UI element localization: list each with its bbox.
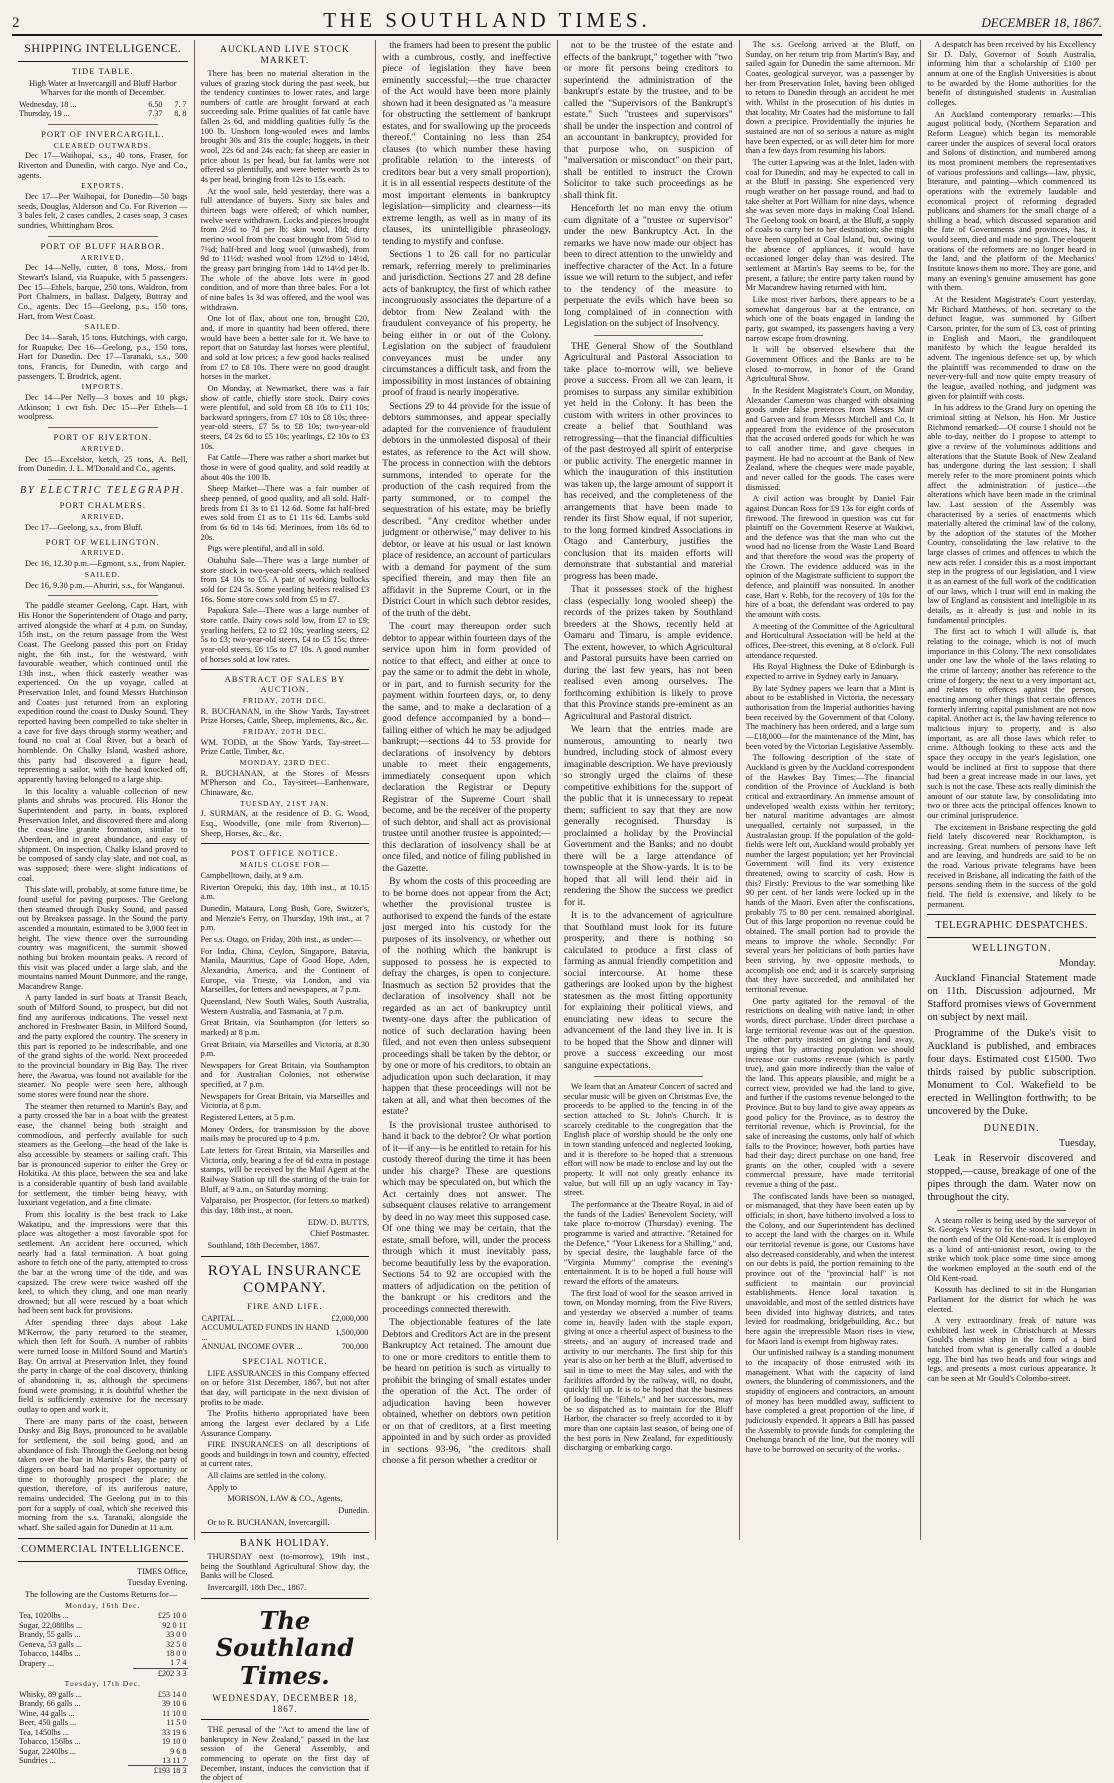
paper-title: The Southland Times. (215, 1605, 354, 1690)
royal-insurance-heading: ROYAL INSURANCE COMPANY. (207, 1262, 362, 1296)
paragraph: There has been no material alteration in the values of grazing stock during the past week, but the tendency continues to lower rates, and large numbers of cattle are brought forward at each succeeding sale. Prime qualities of fat cattle have fallen 2s 6d, and middling qualities fully 5s the 100 lb. Unshorn long-wooled ewes and lambs brought 30s and 31s the couple; hoggets, in their wool, 22s 6d and 24s each; fat sheep are easier in price about 1s per head, but fat lambs were not offered so plentifully, and were better worth 2s to 4s per head, bringing from 12s to 15s each. (200, 68, 370, 185)
column-4 (557, 40, 739, 1540)
paragraph: One party agitated for the removal of the restrictions on dealing with native land; in other words, direct purchase. Under direct purchase a large territorial revenue was out of the question. The other party insisted on giving land away, urging that by attracting population we should increase our customs revenue (which is partly true), and gain more indirectly than the value of the land. This appears plausible, and might be a correct view, provided we had the land to give, and further if the customs revenue belonged to the Province. But to buy land to give away appears as good policy for the Province, as to destroy the territorial revenue, which is Provincial, for the sake of increasing the customs, only half of which falls to the Province; however, both parties have had their day; direct purchase on one hand, free grants on the other, coupled with a severe commercial pressure, have made territorial revenue a thing of the past. (745, 996, 915, 1190)
shipping-entry: Dec 17—Per Waihopai, for Dunedin—50 bags seeds, Douglas, Alderson and Co. For Riverton —3 bales felt, 2 cases candles, 2 cases soap, 3 cases sundries, Whittingham Bros. (18, 192, 188, 231)
paragraph: From this locality is the best track to Lake Wakatipu, and the impressions were that this place was altogether a most favorable spot for settlement. An accident here occurred, which nearly had a fatal termination. A boat going ashore to fetch one of the party, attempted to cross the bar at the wrong time of the tide, and was capsized. The crew were twice washed off the keel, to which they clung, and one man nearly drowned; but all were rescued by a boat which had been sent back for provisions. (18, 1209, 188, 1316)
paragraph: The objectionable features of the late Debtors and Creditors Act are in the present Bankruptcy Act retained. The amount due to one or more creditors to entitle them to be heard on petition is such as virtually to prohibit the bringing of small estates under the operation of the Act. The order of adjudication having been however obtained, whether on debtors own petition or on that of creditors, at a first meeting appointed in and by such order as provided in sections 93-96, "the creditors shall choose a fit person whether a creditor or (382, 1317, 551, 1466)
paragraph: LIFE ASSURANCES in this Company effected on or before 31st December, 1867, but not after that day, will participate in the next division of profits to be made. (200, 1368, 370, 1407)
paragraph: Otahuhu Sale—There was a large number of store stock in two-year-old steers, which realised from £4 10s to £5. A pair of working bullocks sold for £24 5s. Some yearling heifers realised £3 16s. Some store cows sold from £5 to £7. (200, 556, 370, 604)
bank-holiday-heading: BANK HOLIDAY. (240, 1538, 330, 1550)
shipping-entry: Dec 16, 9.30 p.m.—Ahuriri, s.s., for Wanganui. (25, 580, 185, 590)
paragraph: the framers had been to present the public with a cumbrous, costly, and ineffective piece of legislation they have been eminently successful;—the true character of the Act would have been more plainly shown had it been designated as "a measure for obstructing the settlement of bankrupt estates, and for swallowing up the proceeds thereof." Containing no less than 254 clauses (to which number these having profitable relation to the interests of creditors bear but a very small proportion), it is in all essential respects destitute of the most important elements in bankruptcy legislation—simplicity and clearness—its extreme length, as well as in many of its clauses, its unintelligible phraseology, tending to mystify and confuse. (382, 40, 551, 247)
paragraph: Is the provisional trustee authorised to hand it back to the debtor? Or what portion of it—if any—is he entitled to retain for his custody thereof during the time it has been under his charge? These are questions which may be speculated on, but which the Act certainly does not answer. The subsequent clauses relative to arrangement by deed in no way meet this supposed case. Of one thing we may be certain, that the estate, small before, will, under the process through which it must inevitably pass, become beautifully less by the evaporation. Sections 54 to 92 are occupied with the matters of adjudication on the petition of the bankrupt or his creditors and the proceedings connected therewith. (382, 1119, 551, 1315)
shipping-heading: SHIPPING INTELLIGENCE. (24, 41, 182, 55)
masthead (12, 8, 1102, 36)
paragraph: It is to the advancement of agriculture that Southland must look for its future prosperity, and there is nothing so calculated to produce a first class of farming as annual friendly competition and social intercourse. At home these gatherings are looked upon by the highest statesmen as the most fitting opportunity for explaining their political views, and enunciating new ideas to secure the advancement of the land they live in. It is to be hoped that the Show and dinner will prove a success exceeding our most sanguine expectations. (563, 910, 733, 1071)
table-row: Brandy, 55 galls ... 33 0 0 (19, 1630, 187, 1640)
table-row: Beer, 450 galls ... 11 5 0 (19, 1718, 187, 1728)
table-row: Tobacco, 156lbs ... 19 10 0 (19, 1737, 187, 1747)
paragraph: Sections 1 to 26 call for no particular remark, referring merely to preliminaries and jurisdiction. Sections 27 and 28 define acts of bankruptcy, the first of which rather incongruously associates the departure of a debtor from New Zealand with the fraudulent conveyance of his property, he being either in or out of the Colony. Legislation on the subject of fraudulent conveyances must be under any circumstances a difficult task, and from the impossibility in most instances of obtaining proof of fraud is nearly inoperative. (382, 249, 551, 398)
signature: EDW. D. BUTTS, (307, 1217, 370, 1227)
customs-intro: The following are the Customs Returns for— (25, 1589, 178, 1599)
newspaper-title: THE SOUTHLAND TIMES. (323, 8, 651, 32)
sales-heading: ABSTRACT OF SALES BY AUCTION. (224, 674, 346, 695)
paper-date: WEDNESDAY, DECEMBER 18, 1867. (212, 1693, 358, 1714)
column-1 (12, 40, 194, 1776)
column-6 (920, 40, 1102, 1540)
shipping-entry: Dec 14—Per Nelly—3 boxes and 10 pkgs, Atkinson; 1 cwt fish. Dec 15—Per Ethels—1 woolpress. (18, 392, 188, 422)
commercial-heading: COMMERCIAL INTELLIGENCE. (21, 1543, 185, 1555)
shipping-entry: Dec 17—Geelong, s.s., from Bluff. (25, 522, 143, 532)
column-5 (739, 40, 921, 1540)
paragraph: The following description of the state of Auckland is given by the Auckland correspondent of the Hawkes Bay Times:—The financial condition of the Province of Auckland is both critical and extraordinary. An immense amount of undeveloped wealth exists within her territory; her natural maritime advantages are almost unequalled, certainly not surpassed, in the Australasian group. If the population of the gold-fields were left out, Auckland would probably yet number the largest population; yet her Provincial Government will find its very existence threatened, owing to scarcity of cash. How is this? Firstly: Previous to the war something like 90 per cent. of her lands were locked up in the hands of the Maori. Even after the confiscations, probably 75 to 80 per cent. remained aboriginal. Out of this large proportion no revenue could be obtained. The small portion had to provide the means to improve the whole. Secondly: For several years her politicians of both parties have been striving, by two opposite methods, to accomplish one end; and it is scarcely surprising that they have succeeded, and annihilated her territorial revenue. (745, 753, 915, 994)
agent-line: Or to R. BUCHANAN, Invercargill. (207, 1517, 330, 1527)
wellington-heading: WELLINGTON. (971, 943, 1052, 955)
insurance-table (201, 1314, 370, 1352)
subheading: IMPORTS. (81, 382, 124, 392)
list-item: Newspapers for Great Britain, via Southampton and for Australian Colonies, not otherwise specified, at 7 p.m. (200, 1060, 370, 1090)
telegrams (927, 943, 1096, 1204)
paragraph: Papakura Sale—There was a large number of store cattle. Dairy cows sold low, from £7 to £9; yearling heifers, £2 to £2 10s; yearling steers, £2 5s to £3; two-year-old steers, £4 to £5 15s; three-year-old steers, £6 15s to £7 10s. A good number of horses sold at low rates. (200, 606, 370, 664)
paragraph: That it possesses stock of the highest class (especially long wooled sheep) the records of the prizes taken by Southland breeders at the Shows, recently held at Oamaru and Timaru, is ample evidence. The extent, however, to which Agricultural and Pastoral pursuits have been carried on during the last few years, has not been realised even among ourselves. The forthcoming exhibition is likely to prove that this Province stands pre-eminent as an Agricultural and Pastoral district. (563, 584, 733, 722)
paragraph: His Royal Highness the Duke of Edinburgh is expected to arrive in Sydney early in January. (745, 662, 915, 681)
subheading: SAILED. (84, 569, 121, 579)
paragraph: Sheep Market—There was a fair number of sheep penned, of good quality, and all sold. Half-breds from £1 3s to £1 12 6d. Some fat half-bred ewes sold from £1 as to £1 11s 6d. Lambs sold from 6s 6d to 14s 6d. Merinoes, from 18s 6d to 20s. (200, 484, 370, 542)
subheading: SPECIAL NOTICE. (242, 1355, 328, 1366)
table-row: Sugar, 2240lbs ... 9 6 8 (19, 1746, 187, 1756)
paragraph: not to be the trustee of the estate and effects of the bankrupt," together with "two or more fit persons being creditors to superintend the administration of the bankrupt's estate by the trustee, and to be called the "Supervisors of the Bankrupt's estate." Such "trustees and supervisors" shall be under the inspection and control of an accountant in bankruptcy, provided for that purpose who, on suspicion of "malversation or misconduct" on their part, shall be entitled to instruct the Crown Solicitor to take such proceedings as he shall think fit. (563, 40, 733, 201)
subheading: EXPORTS. (81, 181, 125, 191)
paragraph: There are many parts of the coast, between Dusky and Big Bays, pronounced to be available for settlement, the soil being good, and an abundance of fish. Through the Geelong not being taken over the bar in Martin's Bay, the party of diggers on board had no proper opportunity or time to thoroughly prospect the place; the question, therefore, of its auriferous nature, remains undecided. The Geelong put in to this port for a supply of coal, which she received this morning from the s.s. Taranaki, alongside the wharf. She sailed again for Dunedin at 11 a.m. (18, 1416, 188, 1532)
tide-table (18, 100, 188, 119)
list-item: For India, China, Ceylon, Singapore, Batavia, Manila, Mauritius, Cape of Good Hope, Aden, Alexandria, America, and the Continent of Europe, via Trieste, via London, and via Marseilles, for letters and newspapers, at 7 p.m. (200, 946, 370, 995)
paragraph: By late Sydney papers we learn that a Mint is about to be established in Victoria, the necessary authorisation from the Imperial authorities having been received by the Government of that Colony. The machinery has been ordered, and a large sum—£18,000—for the maintenance of the Mint, has been voted by the Victorian Legislative Assembly. (745, 683, 915, 751)
paragraph: Fat Cattle—There was rather a short market but those in were of good quality, and sold readily at about 40s the 100 lb. (200, 453, 370, 482)
table-total: £202 3 3 (18, 1668, 188, 1678)
editorial-start: THE perusal of the "Act to amend the law of bankruptcy in New Zealand," passed in the last session of the General Assembly, and commencing to operate on the first day of December, instant, induces the conviction that if the object of (200, 1725, 370, 1783)
table-row: Whisky, 89 galls ... £53 14 0 (19, 1690, 187, 1699)
table-total: £193 18 3 (18, 1766, 188, 1776)
paragraph: FIRE INSURANCES on all descriptions of goods and buildings in town and country, effected at current rates. (200, 1440, 370, 1469)
subheading: ARRIVED. (80, 252, 125, 262)
paragraph: Apply to (207, 1482, 238, 1492)
table-row: Tea, 1450lbs ... 33 19 6 (19, 1727, 187, 1737)
issue-date: DECEMBER 18, 1867. (981, 15, 1102, 30)
telegram-day: Monday. (1059, 957, 1097, 969)
column-2 (194, 40, 376, 1783)
agent-line: MORISON, LAW & CO., Agents, (227, 1494, 343, 1504)
paragraph: By whom the costs of this proceeding are to be borne does not appear from the Act; whether the provisional trustee is authorised to expend the funds of the estate just merged into his custody for the purposes of its insolvency, or whether out of the nothing which the bankrupt is supposed to possess he is expected to defray the charges, is open to conjecture. Inasmuch as section 52 provides that the declaration of insolvency shall not be regarded as an act of bankruptcy until twenty-one days after the publication of notice of such declaration having been filed, and not even then unless subsequent proceedings shall be taken by the debtor, or by one or more of his creditors, to obtain an adjudication upon such declaration, it may happen that these proceedings will not be taken at all, and what then becomes of the estate? (382, 876, 551, 1117)
paragraph: All claims are settled in the colony. (207, 1471, 326, 1481)
telegram: Leak in Reservoir discovered and stopped,—cause, breakage of one of the pipes through the dam. Water now on throughout the city. (927, 1153, 1097, 1204)
paragraph: At the Resident Magistrate's Court yesterday, Mr Richard Matthews, of hon. secretary to the defunct league, was summoned by Gilbert Carson, printer, for the sum of £3, cost of printing in English and Maori, the grandiloquent manifesto by which the league heralded its advent. The ingenious defence set up, by which the plaintiff was recommended to draw on the never-very-full and now quite empty treasury of the league, availed nothing, and judgment was given for plaintiff with costs. (927, 295, 1097, 401)
post-office-list (201, 871, 370, 1216)
notice-date: Invercargill, 18th Dec., 1867. (207, 1582, 307, 1592)
table-row: Drapery ... 1 7 4 (19, 1658, 187, 1668)
paragraph: THE General Show of the Southland Agricultural and Pastoral Association to take place to-morrow will, we believe prove a success. From all we can learn, it promises to surpass any similar exhibition yet held in the Colony. It has been the custom with writers in other provinces to create a belief that Southland was retrogressing—that the financial difficulties of the past destroyed all spirit of enterprise or public activity. The energetic manner in which the inauguration of this institution was taken up, the large amount of support it has received, and the completeness of the arrangements that have been made to render its first Show equal, if not superior, to the long formed kindred Associations in Otago and Canterbury, justifies the conclusion that its maiden efforts will demonstrate that substantial and material progress has been made. (563, 340, 733, 582)
sale-entry: R. BUCHANAN, at the Stores of Messrs M'Pherson and Co., Tay-street—Earthenware, Chinaware, &c. (200, 768, 370, 798)
customs-day: Monday, 16th Dec. (65, 1600, 141, 1610)
paragraph: The court may thereupon order such debtor to appear within fourteen days of the service upon him in form provided of notice to that effect, and either at once to pay the same or to admit the debt in whole, or in part, and to furnish security for the payment within fourteen days, or, to deny the same, and to make a declaration of a good defence accompanied by a bond—failing either of which he may be adjudged bankrupt;—sections 44 to 53 provide for declarations of insolvency by debtors unable to meet their engagements, immediately consequent upon which declaration the Registrar or Deputy Registrar of the Supreme Court shall become, and be the receiver of the property of such debtor, and shall act as provisional trustee until another trustee is appointed;—this declaration of insolvency shall be at once filed, and notice of filing published in the Gazette. (382, 621, 551, 874)
paragraph: A despatch has been received by his Excellency Sir D. Daly, Governor of South Australia, informing him that a scholarship of £100 per annum at one of the English Universities is about to be awarded by the Home authorities for the benefit of distinguished students in Australian colleges. (927, 40, 1097, 107)
paragraph: The paddle steamer Geelong, Capt. Hart, with His Honor the Superintendent of Otago and party, arrived alongside the wharf at 4 p.m. on Sunday, 15th inst., on the return passage from the West Coast. The Geelong passed this port on Friday night, the 6th inst., for the westward, with favourable weather, which continued until the 13th inst., when thick easterly weather was experienced. On the up voyage, called at Preservation Inlet, and found Messrs Hutchinson and Coates just returned from an exploring expedition round the coast to Dusky Sound. They reported having been compelled to take shelter in a cave for five days through stormy weather; and found no coal at Coal River, but a beach of hornblende. On Chalky Island, washed ashore, this party had discovered a figure head, representing a sailor, with the head knocked off, apparently having belonged to a large ship. (18, 601, 188, 785)
table-row: Sundries ... 13 11 7 (19, 1755, 187, 1766)
shipping-entry: Dec 16, 12.30 p.m.—Egmont, s.s., from Napier. (25, 559, 186, 569)
notice-date: Southland, 18th December, 1867. (207, 1240, 320, 1250)
paragraph: At the wool sale, held yesterday, there was a full attendance of buyers. Sixty six bales and thirteen bags were offered; of which number, twelve were withdrawn. Locks and pieces brought from 2½d to 7d per lb; skin wool, 10d; dirty merino wool from the coast brought from 5½d to 7¼d; half-bred and long wool (unwashed), from 9d to 11½d; washed wool from 12½d to 14½d, the greasy part bringing from 14d to 14½d per lb. The whole of the above lots were in good condition, and of more than three bales. For a lot of nine bales 1s 3d was offered, and the wool was withdrawn. (200, 186, 370, 312)
paragraph: A meeting of the Committee of the Agricultural and Horticultural Association will be held at the offices, Dee-street, this evening, at 8 o'clock. Full attendance requested. (745, 621, 915, 660)
list-item: Dunedin, Mataura, Long Bush, Gore, Switzer's, and Menzie's Ferry, on Thursday, 19th inst., at 7 p.m. (200, 903, 370, 933)
paragraph: A steam roller is being used by the surveyor of St. George's Vestry to fix the stones laid down in the north end of the Old Kent-road. It is employed as a kind of anti-unionist resort, owing to the strike which took place some time since among the workmen employed at the south end of the Old Kent-road. (927, 1215, 1097, 1283)
telegram-day: Tuesday, (1058, 1137, 1097, 1149)
paragraph: The steamer then returned to Martin's Bay, and a party crossed the bar in a boat with the greatest ease, the channel being both straight and commodious, and perfectly available for such steamers as the Geelong—the head of the lake is also accessible by steamers or sailing craft. This bar is pronounced superior to either the Grey or Hokitika. At this place, between the sea and lake is a considerable quantity of bush land available for settlement, the timber being heavy, with luxuriant vegetation, and a fine climate. (18, 1101, 188, 1208)
sale-day: FRIDAY, 20TH DEC. (242, 727, 327, 736)
list-item: Great Britain, via Marseilles and Victoria, at 8.30 p.m. (200, 1039, 370, 1059)
paragraph: We learn that the entries made are numerous, amounting to nearly two hundred, including stock of almost every imaginable description. We have previously so strongly urged the claims of these competitive exhibitions for the support of the public that it is unnecessary to repeat them; sufficient to say that they are now generally recognised. Thursday is proclaimed a holiday by the Provincial Government and the Banks; and no doubt there will be a large attendance of townspeople at the Show-yards. It is to be hoped that all will lend their aid in rendering the Show the success we predict for it. (563, 724, 733, 908)
list-item: Newspapers for Great Britain, via Marseilles and Victoria, at 8 p.m. (200, 1091, 370, 1111)
list-item: Per s.s. Otago, on Friday, 20th inst., as under:— (200, 934, 362, 944)
customs-day: Tuesday, 17th Dec. (64, 1679, 141, 1689)
paragraph: This slate will, probably, at some future time, be found useful for paving purposes. The Geelong then steamed through Dusky Sound, and passed out by Breaksea passage. In the Sound the party ascended a mountain, estimated to be 3,000 feet in height. The view thence over the surrounding country was magnificent, the summit showed nothing but broken mountain peaks. A record of this visit was placed under a large slab, and the mountains named Mount Dunmore, and the range, Macandrew Range. (18, 885, 188, 991)
sale-entry: R. BUCHANAN, in the Show Yards, Tay-street Prize Horses, Cattle, Sheep, implements, &c., &c. (200, 706, 370, 726)
subheading: ARRIVED. (80, 443, 125, 453)
paragraph: Our unfinished railway is a standing monument to the incapacity of those entrusted with its management. What with the capacity of land owners, the blundering of commissioners, and the stupidity of engineers and contractors, an amount of money has been muddled away, sufficient to have completed a great proportion of the line, if judiciously expended. It appears a Bill has passed the Assembly to provide funds for completing the Onehunga branch of the line, but the money will have to be borrowed on security of the works. (745, 1348, 915, 1454)
telegraph-heading: BY ELECTRIC TELEGRAPH. (20, 484, 186, 496)
paragraph: In his address to the Grand Jury on opening the criminal sitting at Nelson, his Hon. Mr Justice Richmond remarked:—Of course I should not be able to-day, neither do I propose to attempt to give a review of the voluminous additions and alterations that the Statute Book of New Zealand has undergone during the last session; I shall merely refer to the more prominent points which affect the administration of justice—the alterations which have been made in the criminal law. Last session of the Assembly was characterised by a series of enactments which materially altered the criminal law of the colony, by the adoption of the statutes of the Mother Country, consolidating the law relative to the large classes of crimes and offences to which the new acts refer. I consider this as a most important step in the progress of our legislation, and I view it as an earnest of the full work of the codification of our laws, which I trust will end in making the law of England as consistent and intelligible in its details, as it already is just and noble in its fundamental principles. (927, 403, 1097, 625)
subheading: MAILS CLOSE FOR— (239, 860, 330, 870)
column-3 (375, 40, 557, 1540)
paragraph: Kossuth has declined to sit in the Hungarian Parliament for the district for which he was elected. (927, 1285, 1097, 1314)
table-row: Geneva, 53 galls ... 32 5 0 (19, 1639, 187, 1649)
sale-day: FRIDAY, 20TH DEC. (242, 695, 327, 705)
list-item: Campbelltown, daily, at 9 a.m. (200, 871, 304, 880)
subheading: FIRE AND LIFE. (247, 1301, 323, 1312)
customs-table-monday (18, 1611, 188, 1678)
table-row: Tobacco, 144lbs ... 18 0 0 (19, 1649, 187, 1659)
port-invercargill-heading: PORT OF INVERCARGILL. (41, 128, 165, 139)
shipping-entry: Dec 15—Excelsior, ketch, 25 tons, A. Bell, from Dunedin. J. L. M'Donald and Co., agents. (18, 454, 188, 474)
port-wellington-heading: PORT OF WELLINGTON. (45, 536, 160, 547)
paragraph: The confiscated lands have been so managed, or mismanaged, that they have been eaten up by officials; in short, have hitherto involved a loss to the Colony, and our Superintendent has declined to accept the land with the charges on it. While our territorial revenue is gone, our Customs have also decreased considerably, and when the interest on our debts is paid, the portion remaining to the province out of the "provincial half" is not sufficient to maintain our provincial establishments. Hence local taxation is unavoidable, and most of the settled districts have been divided into highway districts, and rates levied for roadmaking, bridgebuilding, &c.; but here again the irrepressible Maori rises in view, for Maori land is exempt from highway rates. (745, 1191, 915, 1346)
office-date: Tuesday Evening. (127, 1578, 188, 1588)
sale-entry: WM. TODD, at the Show Yards, Tay-street—Prize Cattle, Timber, &c. (200, 737, 370, 757)
paragraph: Sections 29 to 44 provide for the issue of debtors summonses, and appear specially adapted for the convenience of fraudulent debtors in the unmolested disposal of their estates, as reference to the Act will show. The process in connection with the debtors summons, intended to operate for the production of the cash required from the party summoned, or to compel the sequestration of his estate, may be briefly described. "Any creditor whether under judgment or otherwise," may deliver to his debtor, or leave at his usual or last known place of residence, an account of particulars with a demand for payment of the sum specified therein, and may then file an affidavit in the Supreme Court, or in the District Court in which such debtor resides, of the truth of the debt. (382, 400, 551, 619)
tide-intro: High Water at Invercargill and Bluff Harbor Wharves for the month of December. (29, 78, 177, 98)
table-row: Thursday, 19 ... 7.37 8. 8 (19, 109, 187, 119)
port-chalmers-heading: PORT CHALMERS. (59, 500, 146, 511)
subheading: SAILED. (84, 322, 121, 332)
stock-market-heading: AUCKLAND LIVE STOCK MARKET. (220, 45, 350, 66)
paragraph: The performance at the Theatre Royal, in aid of the funds of the Ladies' Benevolent Society, will take place to-morrow (Thursday) evening. The programme is varied and attractive. "Retained for the Defence," "Your Likeness for a Shilling," and, by special desire, the laughable farce of the "Virginia Mummy" comprise the evening's entertainment. It is to be hoped a full house will reward the efforts of the amateurs. (563, 1199, 733, 1287)
paragraph: Henceforth let no man envy the otium cum dignitate of a "trustee or supervisor" under the new Bankruptcy Act. In the remarks we have now made our object has been to direct attention to the unwieldy and ineffective character of the Act. In a future issue we will return to the subject, and refer to the tendency of the measure to perpetuate the evils which have been so long complained of in connection with Legislation on the subject of Insolvency. (563, 203, 733, 329)
table-row: Brandy, 66 galls ... 39 10 6 (19, 1699, 187, 1709)
paragraph: After spending three days about Lake M'Kerrow, the party returned to the steamer, which then left for South. A number of rabbits were turned loose in Milford Sound and Martin's Bay. On arrival at Preservation Inlet, they found the party in charge of the coal discovery, thinking of abandoning it, as, although the specimens found were promising, it is doubtful whether the field is sufficiently extensive for the necessary outlay to open and work it. (18, 1318, 188, 1415)
paragraph: The s.s. Geelong arrived at the Bluff, on Sunday, on her return trip from Martin's Bay, and sailed again for Dunedin the same afternoon. Mr Coates, geological surveyor, was a passenger by her from Preservation Inlet, having been obliged to return to Dunedin through an accident he met with. Whilst in the prosecution of his duties in that locality, Mr Coates had the misfortune to fall down a precipice. Providentially the injuries he sustained are not of so serious a nature as might have been expected, or as will deter him for more than a few days from resuming his labors. (745, 40, 915, 156)
office-line: TIMES Office, (136, 1566, 188, 1576)
paragraph: THURSDAY next (to-morrow), 19th inst., being the Southland Agricultural Show day, the Banks will be Closed. (200, 1551, 370, 1581)
paragraph: The first load of wool for the season arrived in town, on Monday morning, from the Five Rivers, and yesterday we observed a number of teams come in, heavily laden with the staple export, giving at once a cheerful aspect of business to the streets, and an augury of increased trade and activity to our merchants. The first ship for this year is also on her berth at the Bluff, advertised to sail in time to meet the May sales, and with the facilities afforded by the railway, will, no doubt, quickly fill up. It is to be hoped that the business of loading the "Ethels," and her successors, may be so dispatched as to maintain for the Bluff Harbor, the character so freely accorded to it by more than one captain last season, of being one of the best ports in New Zealand, for expeditiously discharging or embarking cargo. (563, 1288, 733, 1453)
signature-role: Chief Postmaster. (310, 1229, 370, 1239)
sale-day: TUESDAY, 21ST JAN. (240, 798, 330, 808)
shipping-entry: Dec 17—Waihopai, s.s., 40 tons, Fraser, for Riverton and Dunedin, with cargo. Nye and Co., agents. (18, 151, 188, 180)
paragraph: A very extraordinary freak of nature was exhibited last week in Christchurch at Messrs Gould's chemist shop in the form of a bird hatched from what is generally called a double egg. The bird has two heads and four wings and legs, and presents a most curious appearance. It can be seen at Mr Gould's Colombo-street. (927, 1316, 1097, 1384)
paragraph: The cutter Lapwing was at the Inlet, laden with coal for Dunedin, and may be expected to call in at the Bluff in passing. She experienced very rough weather on her passage round, and had to take shelter at Port William for nine days, whence she was seven more days in making Coal Island. The Geelong took on board, at the Bluff, a supply of coals to carry her to her destination; she might have been supplied at Coal Island, but, owing to the absence of appliances, it would have occasioned longer delay than was desired. The settlement at Martin's Bay seems to be, for the present, a failure; the entire party taken round by Mr Macandrew having returned with him. (745, 157, 915, 293)
sale-entry: J. SURMAN, at the residence of D. G. Wood, Esq., Woodville, (one mile from Riverton)—Sheep, Horses, &c., &c. (200, 809, 370, 838)
list-item: Registered Letters, at 5 p.m. (200, 1113, 296, 1123)
telegram: Programme of the Duke's visit to Auckland is published, and embraces four days. Estimated cost £1500. Two thirds raised by public subscription. Monument to Col. Wakefield to be erected in Wellington forthwith; to be uncovered by the Duke. (927, 1027, 1097, 1118)
geelong-story (18, 601, 188, 1532)
table-row: Wednesday, 18 ... 6.50 7. 7 (19, 99, 187, 109)
list-item: Money Orders, for transmission by the above mails may be procured up to 4 p.m. (200, 1124, 370, 1144)
paragraph: In this locality a valuable collection of new plants and shrubs was procured. His Honor the Superintendent and party, in boats, explored Preservation Inlet, and discovered there and along the coast-line granite formation, similar to Aberdeen, and in great abundance, and easy of shipment. On inspection, Chalky Island proved to be composed of sandy clay slate, and not coal, as was supposed; there were slight indications of coal. (18, 786, 188, 883)
subheading: ARRIVED. (80, 548, 125, 558)
port-bluff-heading: PORT OF BLUFF HARBOR. (40, 240, 165, 251)
shipping-entry: Dec 14—Sarah, 15 tons, Hutchings, with cargo, for Ruapuke. Dec 16—Geelong, p.s., 150 tons, Hart for Dunedin. Dec 17—Taranaki, s.s., 500 tons, Francis, for Dunedin, with cargo and passengers. T. Brodrick, agent. (18, 332, 188, 381)
telegram: Auckland Financial Statement made on 11th. Discussion adjourned. Mr Stafford promises views of Government on subject by next mail. (927, 973, 1097, 1024)
subheading: ARRIVED. (80, 512, 125, 522)
agent-line: Dunedin. (338, 1506, 370, 1516)
customs-table-tuesday (18, 1690, 188, 1776)
list-item: Queensland, New South Wales, South Australia, Western Australia, and Tasmania, at 7 p.m. (200, 996, 370, 1016)
list-item: Great Britain, via Southampton (for letters so marked) at 8 p.m. (200, 1018, 370, 1037)
table-row: ACCUMULATED FUNDS IN HAND ... 1,500,000 (201, 1323, 369, 1342)
sales-list (201, 697, 370, 838)
list-item: Late letters for Great Britain, via Marseilles and Victoria, only, bearing a fee of 6d extra in postage stamps, will be received by the Mail Agent at the Railway Station up till the starting of the train for Bluff, at 9 a.m., on Saturday morning. (200, 1146, 370, 1194)
paragraph: A civil action was brought by Daniel Fair against Duncan Ross for £9 13s for eight cords of firewood. The firewood in question was cut for plaintiff on the Government Reserve at Waikiwi, and the defence was that the man who cut the wood had no license from the Waste Land Board and that therefore the wood was the property of the Crown. The evidence adduced was in the opinion of the Magistrate sufficient to support the defence, and plaintiff was nonsuited. In another case, Hart v. Robb, for the recovery of 10s for the hire of a boat, the defendant was ordered to pay the amount with costs. (745, 494, 915, 620)
paragraph: The first act to which I will allude is, that relating to the coinage, which is not of much importance in this Colony. The next consolidates under one law the whole of the laws relating to the crime of larceny; another has reference to the crime of forgery; the next to a very important act, and relates to offences against the person, enacting among other things that certain offences formerly inferring capital punishment are not now capital. Another act is, the law having reference to malicious injury to property, and is also important, as are all those laws which refer to crime. Although looking to these acts and the space they occupy in the year's legislation, one would be inclined at first to suppose that there had been a great increase made in our laws, yet such is not the case. These acts really diminish the amount of our statute law, by consolidating into two or three acts the principal offences known to our criminal jurisprudence. (927, 627, 1097, 820)
table-row: Wine, 44 galls ... 11 10 0 (19, 1708, 187, 1718)
paragraph: We learn that an Amateur Concert of sacred and secular music will be given on Christmas Eve, the proceeds to be applied to the fencing in of the section attached to St. John's Church. It is scarcely creditable to the congregation that the English place of worship should be the only one in town standing unfenced and neglected looking, and it is therefore to be hoped that a strenuous effort will now be made to enclose and lay out the property. It will not only greatly enhance its value, but will fill up an ugly vacancy in Tay-street. (563, 1082, 733, 1198)
paragraph: One lot of flax, about one ton, brought £20, and, if more in quantity had been offered, there would have been a better sale for it. We have to report that on Saturday last horses were plentiful, and sold at low prices; a few good hacks realised from £7 to £8 10s. There were no good draught horses in the market. (200, 314, 370, 382)
table-row: ANNUAL INCOME OVER ... 700,000 (201, 1342, 369, 1352)
tide-table-heading: TIDE TABLE. (71, 65, 134, 76)
page-number: 2 (12, 15, 20, 31)
shipping-entry: Dec 14—Nelly, cutter, 8 tons, Moss, from Stewart's Island, via Ruapuke, with 5 passengers. Dec 15—Ethels, barque, 250 tons, Waldron, from Port Chalmers, in ballast. Dalgety, Buttray and Co., agents. Dec 15—Geelong, p.s., 150 tons, Hart, from West Coast. (18, 263, 188, 321)
list-item: Riverton Orepuki, this day, 18th inst., at 10.15 a.m. (200, 882, 370, 902)
paragraph: Pigs were plentiful, and all in sold. (207, 544, 325, 554)
paragraph: An Auckland contemporary remarks:—This august political body, (Northern Separation and Reform League) which began its memorable career under the auspices of several local orators and Solons of distinction, and numbered among its most prominent members the representatives of various professions and callings—law, physic, literature, and painting—which commenced its operations with the extremely laudable and economical project of reforming degraded publicans and shamers for the small charge of a shilling a head, which discussed separation and the fate of Governments and provinces, has, it would seem, died and made no sign. The eloquent orations of the reformers are no longer heard in the land, and the platform of the Mechanics' Institute knows them no more. They are gone, and many an evening's genuine amusement has gone with them. (927, 109, 1097, 293)
paragraph: It will be observed elsewhere that the Government Offices and the Banks are to be closed to-morrow, in honor of the Grand Agricultural Show. (745, 345, 915, 384)
paragraph: In the Resident Magistrate's Court, on Monday, Alexander Cameron was charged with obtaining goods under false pretences from Messrs Mair and Garven and from Messrs Mitchell and Co. It appeared from the evidence of the prosecutors that the accused ordered goods for which he was to call another time, and gave cheques in payment. He had no account at the Bank of New Zealand, where the cheques were made payable, and never called for the goods. The cases were dismissed. (745, 385, 915, 492)
paragraph: On Monday, at Newmarket, there was a fair show of cattle, chiefly store stock. Dairy cows were plentiful, and sold from £8 10s to £11 10s; backward springers, from £7 10s to £8 10s; three-year-old steers, £7 5s to £8 10s; two-year-old steers, £4 2s 6d to £5 10s; yearlings, £2 10s to £3 10s. (200, 383, 370, 451)
table-row: CAPITAL ... £2,000,000 (201, 1314, 369, 1323)
telegraphic-heading: TELEGRAPHIC DESPATCHES. (935, 920, 1089, 932)
paragraph: The excitement in Brisbane respecting the gold field lately discovered near Rockhampton, is increasing. Great numbers of persons have left and are leaving, and hundreds are said to be on the road. Various private telegrams have been received in Brisbane, all indicating the faith of the persons sending them in the success of the gold field. The field is extensive, and likely to be permanent. (927, 822, 1097, 909)
port-riverton-heading: PORT OF RIVERTON. (53, 431, 152, 442)
paragraph: The Profits hitherto appropriated have been among the largest ever declared by a Life Assurance Company. (200, 1409, 370, 1438)
table-row: Tea, 1020lbs ... £25 10 0 (19, 1611, 187, 1621)
post-office-heading: POST OFFICE NOTICE. (231, 848, 339, 859)
list-item: Valparaiso, per Prospector, (for letters so marked) this day, 18th inst., at noon. (200, 1196, 370, 1215)
paragraph: Like most river harbors, there appears to be a somewhat dangerous bar at the entrance, on which one of the boats engaged in landing the party, got swamped, its passengers having a very narrow escape from drowning. (745, 295, 915, 343)
paragraph: A party landed in surf boats at Transit Beach, south of Milford Sound, to prospect, but did not find any auriferous indications. The vessel next anchored in Freshwater Basin, in Milford Sound, and the party explored the country. The scenery in this part is reported to be indescribable, and one of the grand sights of the world. Next proceeded to the provincial boundary in Big Bay. The river here, the Awarua, was found not available for the steamer. No people were seen here, although some stores were found near the shore. (18, 993, 188, 1100)
subheading: CLEARED OUTWARDS. (53, 140, 152, 150)
dunedin-heading: DUNEDIN. (983, 1123, 1040, 1135)
table-row: Sugar, 22,088lbs ... 92 0 11 (19, 1620, 187, 1630)
sale-day: MONDAY, 23RD DEC. (239, 758, 331, 768)
